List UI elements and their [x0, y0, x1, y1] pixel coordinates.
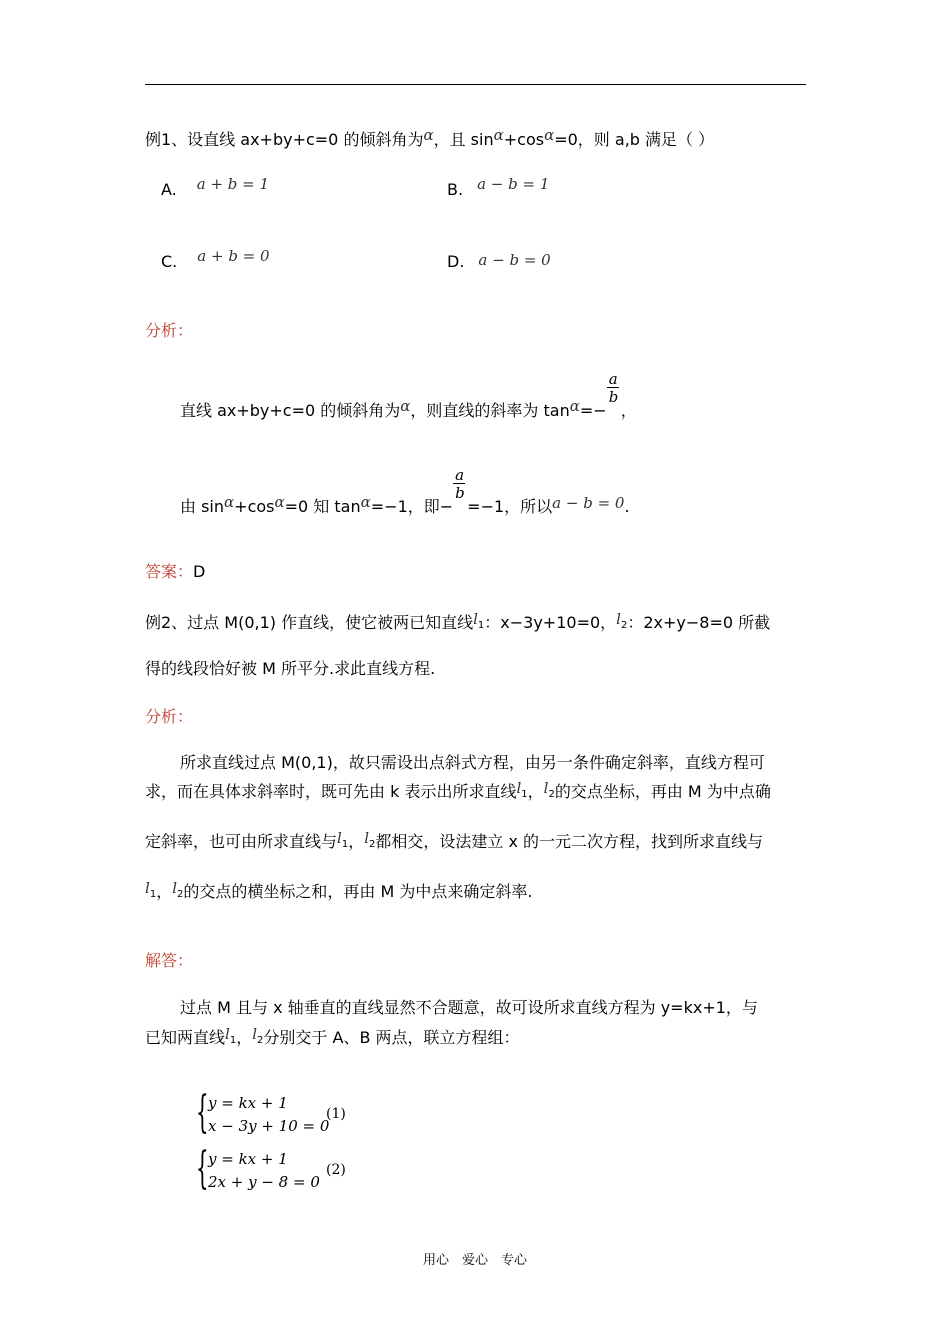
alpha-symbol: α — [423, 126, 434, 144]
example2-solution-line1: 过点 M 且与 x 轴垂直的直线显然不合题意，故可设所求直线方程为 y=kx+1，与 — [180, 998, 758, 1017]
example2-analysis-line2: 求，而在具体求斜率时，既可先由 k 表示出所求直线l1，l2的交点坐标，再由 M 为中点确 — [145, 779, 771, 801]
example2-question-line2: 得的线段恰好被 M 所平分.求此直线方程. — [145, 659, 436, 678]
example2-solution-line2: 已知两直线l1，l2分别交于 A、B 两点，联立方程组： — [145, 1025, 520, 1047]
left-brace: { — [196, 1087, 209, 1138]
example2-analysis-title: 分析： — [145, 707, 194, 726]
option-b: B. a − b = 1 — [447, 175, 550, 199]
equation-tag-1: (1) — [326, 1106, 346, 1122]
header-rule — [145, 84, 806, 85]
example2-analysis-line1: 所求直线过点 M(0,1)，故只需设出点斜式方程，由另一条件确定斜率，直线方程可 — [180, 753, 765, 772]
equation-tag-2: (2) — [326, 1162, 346, 1178]
example1-answer: 答案：D — [145, 562, 206, 581]
option-a: A. a + b = 1 — [161, 175, 270, 199]
left-brace: { — [196, 1143, 209, 1194]
example1-question: 例1、设直线 ax+by+c=0 的倾斜角为α，且 sinα+cosα=0，则 a,b 满足（ ） — [145, 126, 715, 149]
example1-analysis-line2: 由 sinα+cosα=0 知 tanα=−1，即− $\frac{a}{b}$ =−1，所以a − b = 0. — [180, 466, 630, 516]
example2-analysis-line3: 定斜率，也可由所求直线与l1，l2都相交，设法建立 x 的一元二次方程，找到所求直线与 — [145, 829, 764, 851]
option-c: C. a + b = 0 — [161, 247, 270, 271]
fraction-a-over-b: $\frac{a}{b}$ — [455, 466, 465, 502]
example1-analysis-line1: 直线 ax+by+c=0 的倾斜角为α，则直线的斜率为 tanα=− $\frac{a}{b}$ ， — [180, 370, 637, 420]
example2-question-line1: 例2、过点 M(0,1) 作直线，使它被两已知直线l1：x−3y+10=0，l2：2x+y−8=0 所截 — [145, 610, 771, 632]
option-d: D. a − b = 0 — [447, 251, 551, 271]
example2-solution-title: 解答： — [145, 951, 194, 970]
page-footer: 用心 爱心 专心 — [422, 1253, 527, 1268]
fraction-a-over-b: $\frac{a}{b}$ — [608, 370, 619, 406]
example1-analysis-title: 分析： — [145, 321, 194, 340]
example2-analysis-line4: l1，l2的交点的横坐标之和，再由 M 为中点来确定斜率. — [145, 879, 533, 901]
